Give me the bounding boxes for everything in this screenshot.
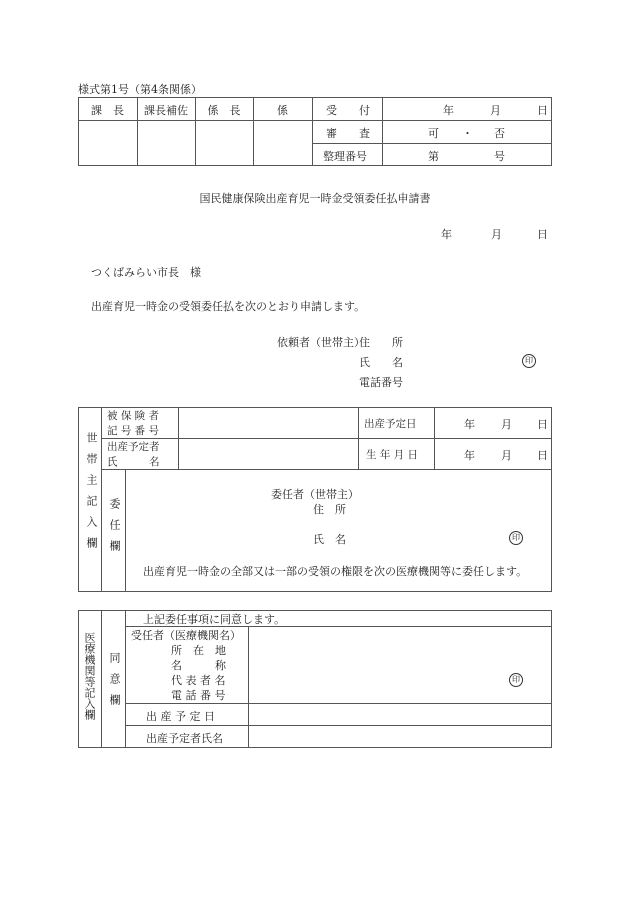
reception-month: 月 xyxy=(490,104,501,117)
consent-text: 上記委任事項に同意します。 xyxy=(143,613,286,626)
applicant-address-label: 住 所 xyxy=(359,336,403,349)
date-day: 日 xyxy=(537,228,548,241)
insured-number-field[interactable] xyxy=(179,408,357,437)
birth-date-month: 月 xyxy=(501,449,512,462)
review-dot: ・ xyxy=(462,127,473,140)
phone-label: 電 話 番 号 xyxy=(171,689,226,702)
review-yes: 可 xyxy=(428,127,439,140)
delegator-seal-icon: 印 xyxy=(509,531,523,545)
review-no: 否 xyxy=(494,127,505,140)
delegate-role: 受任者（医療機関名） xyxy=(131,629,241,642)
header-section-chief: 課 長 xyxy=(91,104,124,117)
applicant-role: 依頼者（世帯主） xyxy=(277,336,365,349)
birth-date-year: 年 xyxy=(464,449,475,462)
institution-seal-icon: 印 xyxy=(509,673,523,687)
delegator-name-label: 氏 名 xyxy=(313,533,346,546)
medical-due-date-field[interactable] xyxy=(249,704,551,724)
review-label: 審 査 xyxy=(326,127,370,140)
reception-label: 受 付 xyxy=(326,104,370,117)
applicant-phone-label: 電話番号 xyxy=(359,376,403,389)
representative-label: 代 表 者 名 xyxy=(171,674,226,687)
reception-day: 日 xyxy=(537,104,548,117)
delegation-text: 出産育児一時金の全部又は一部の受領の権限を次の医療機関等に委任します。 xyxy=(143,565,528,578)
due-date-year: 年 xyxy=(464,418,475,431)
addressee: つくばみらい市長 様 xyxy=(91,266,201,279)
medical-side-label: 医療機関等記入欄 xyxy=(83,632,96,720)
mother-name-field[interactable] xyxy=(179,439,357,468)
date-year: 年 xyxy=(441,228,452,241)
header-subsection-chief: 係 長 xyxy=(207,104,241,117)
intro-text: 出産育児一時金の受領委任払を次のとおり申請します。 xyxy=(91,300,366,313)
document-title: 国民健康保険出産育児一時金受領委任払申請書 xyxy=(199,192,431,205)
due-date-label: 出産予定日 xyxy=(364,418,417,430)
number-label: 整理番号 xyxy=(323,150,367,163)
medical-due-date-label: 出 産 予 定 日 xyxy=(146,710,215,723)
header-staff: 係 xyxy=(277,104,288,117)
delegator-role: 委任者（世帯主） xyxy=(271,488,359,501)
applicant-seal-icon: 印 xyxy=(522,354,536,368)
date-month: 月 xyxy=(491,228,502,241)
consent-label: 同意欄 xyxy=(108,652,121,715)
institution-name-label: 名 称 xyxy=(171,659,226,672)
household-side-label: 世帯主記入欄 xyxy=(85,432,98,558)
reception-year: 年 xyxy=(443,104,454,117)
location-label: 所 在 地 xyxy=(171,644,226,657)
insured-label-2: 記 号 番 号 xyxy=(107,425,160,437)
birth-date-day: 日 xyxy=(537,449,548,462)
medical-mother-name-field[interactable] xyxy=(249,726,551,747)
number-prefix: 第 xyxy=(428,150,439,163)
birth-date-label: 生 年 月 日 xyxy=(366,449,419,461)
insured-label-1: 被 保 険 者 xyxy=(107,410,160,422)
header-deputy-chief: 課長補佐 xyxy=(144,104,188,117)
applicant-name-label: 氏 名 xyxy=(359,356,403,369)
due-date-month: 月 xyxy=(501,418,512,431)
mother-label-2: 氏 名 xyxy=(107,456,160,468)
delegator-address-label: 住 所 xyxy=(313,503,346,516)
institution-info-field[interactable] xyxy=(249,627,551,702)
form-number: 様式第1号（第4条関係） xyxy=(78,83,202,96)
number-suffix: 号 xyxy=(494,150,505,163)
mother-label-1: 出産予定者 xyxy=(107,441,160,453)
due-date-day: 日 xyxy=(537,418,548,431)
delegation-label: 委任欄 xyxy=(108,498,121,561)
medical-mother-name-label: 出産予定者氏名 xyxy=(146,732,223,745)
